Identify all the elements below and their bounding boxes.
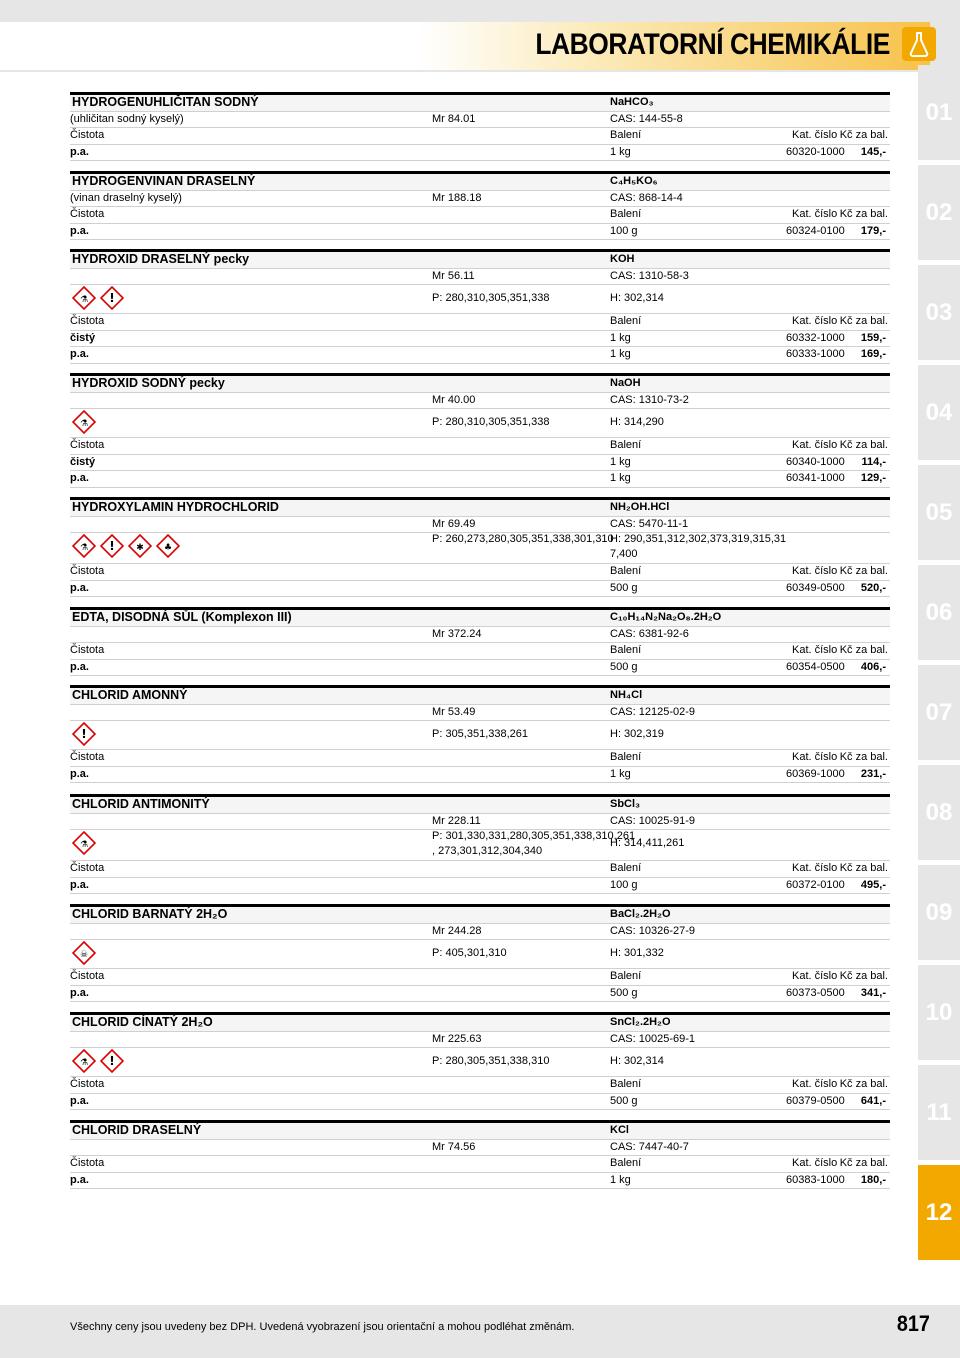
pack-size: 1 kg [610,767,631,780]
svg-text:!: ! [109,291,115,305]
product-block [70,373,890,488]
hazard-statements: H: 302,319 [610,728,664,740]
pack-size: 100 g [610,224,638,237]
price-header: Kč za bal. [839,208,888,220]
product-cas: CAS: 6381-92-6 [610,627,689,640]
side-tab-01[interactable] [918,65,960,160]
price-header: Kč za bal. [839,862,888,874]
side-tab-05[interactable] [918,465,960,560]
hazard-row [70,830,890,861]
purity-value: p.a. [70,348,89,360]
svg-text:⚗: ⚗ [79,840,89,850]
product-cas: CAS: 5470-11-1 [610,517,689,530]
hazard-statements: H: 302,314 [610,1055,664,1067]
product-info-row [70,517,890,534]
product-info-row [70,924,890,941]
purity-header: Čistota [70,862,105,874]
product-name: CHLORID DRASELNÝ [72,1123,202,1137]
corrosive-icon [72,410,96,434]
purity-header: Čistota [70,439,105,451]
price: 114,- [861,455,886,468]
side-tab-09[interactable] [918,865,960,960]
product-formula: NaOH [610,377,641,389]
price: 641,- [860,1094,886,1107]
pack-header: Balení [610,315,642,327]
svg-text:⚗: ⚗ [79,1058,89,1068]
product-block [70,904,890,1002]
catalog-header: Kat. číslo [792,565,838,577]
exclamation-icon [100,1049,124,1073]
order-header-row [70,128,890,145]
svg-text:!: ! [109,539,115,553]
purity-value: čistý [70,331,96,344]
hazard-pictograms [72,1049,124,1073]
product-cas: CAS: 868-14-4 [610,191,683,204]
order-row[interactable] [70,331,890,348]
side-tab-label: 02 [925,198,953,226]
price-header: Kč za bal. [839,129,888,141]
pack-size: 1 kg [610,472,631,484]
pack-header: Balení [610,644,642,656]
side-tab-label: 11 [926,1098,952,1126]
purity-value: p.a. [70,767,89,780]
catalog-number: 60349-0500 [786,581,845,594]
price: 231,- [860,767,886,780]
product-synonym: (vinan draselný kyselý) [70,191,182,204]
catalog-number: 60333-1000 [786,348,845,360]
product-info-row [70,191,890,208]
product-info-row [70,705,890,722]
pack-size: 1 kg [610,455,631,468]
pack-size: 100 g [610,878,638,891]
product-name: EDTA, DISODNÁ SŮL (Komplexon III) [72,610,292,624]
order-row[interactable] [70,1094,890,1111]
product-mr: Mr 244.28 [432,924,482,937]
price: 520,- [860,581,886,594]
hazard-statements: H: 302,314 [610,292,664,304]
pack-size: 1 kg [610,331,631,344]
side-tab-label: 07 [925,698,953,726]
svg-text:⚗: ⚗ [79,419,89,429]
order-header-row [70,861,890,878]
order-header-row [70,750,890,767]
purity-header: Čistota [70,751,105,763]
side-tab-10[interactable] [918,965,960,1060]
pack-header: Balení [610,208,642,220]
product-info-row [70,814,890,831]
hazard-statements: H: 314,411,261 [610,837,685,849]
order-row[interactable] [70,347,890,364]
product-formula: C₁₀H₁₄N₂Na₂O₈.2H₂O [610,611,722,623]
product-block [70,1120,890,1189]
hazard-row [70,721,890,750]
side-tab-12[interactable] [918,1165,960,1260]
product-name: HYDROXID DRASELNÝ pecky [72,252,250,266]
order-row[interactable] [70,581,890,598]
hazard-pictograms [72,410,96,434]
product-info-row [70,1140,890,1157]
side-tab-08[interactable] [918,765,960,860]
product-mr: Mr 74.56 [432,1140,476,1153]
price-header: Kč za bal. [839,565,888,577]
flask-icon [902,27,936,61]
catalog-number: 60369-1000 [786,767,845,780]
product-cas: CAS: 1310-73-2 [610,393,689,406]
catalog-header: Kat. číslo [792,644,838,656]
product-formula: NH₂OH.HCl [610,501,670,513]
price-header: Kč za bal. [839,751,888,763]
product-cas: CAS: 10326-27-9 [610,924,695,937]
product-title-row [70,171,890,191]
page-number: 817 [897,1311,931,1336]
product-name: CHLORID ANTIMONITÝ [72,797,210,811]
order-header-row [70,314,890,331]
price: 495,- [860,878,886,891]
product-formula: KOH [610,253,635,265]
product-block [70,171,890,240]
catalog-header: Kat. číslo [792,129,838,141]
price-header: Kč za bal. [839,970,888,982]
catalog-header: Kat. číslo [792,1078,838,1090]
catalog-number: 60373-0500 [786,986,845,999]
product-title-row [70,249,890,269]
purity-value: p.a. [70,472,89,484]
hazard-statements: H: 301,332 [610,947,664,959]
catalog-header: Kat. číslo [792,970,838,982]
product-formula: SnCl₂.2H₂O [610,1016,671,1028]
order-header-row [70,1156,890,1173]
catalog-header: Kat. číslo [792,1157,838,1169]
product-formula: SbCl₃ [610,798,641,810]
product-name: HYDROGENUHLIČITAN SODNÝ [72,95,259,109]
catalog-number: 60320-1000 [786,145,845,158]
product-mr: Mr 372.24 [432,627,482,640]
catalog-number: 60341-1000 [786,472,845,484]
product-title-row [70,1120,890,1140]
catalog-header: Kat. číslo [792,862,838,874]
catalog-number: 60324-0100 [786,224,845,237]
product-info-row [70,269,890,286]
pack-header: Balení [610,129,642,141]
product-info-row [70,627,890,644]
price: 145,- [860,145,886,158]
pack-size: 1 kg [610,145,631,158]
pack-size: 500 g [610,581,638,594]
hazard-row [70,285,890,314]
order-header-row [70,207,890,224]
purity-header: Čistota [70,315,105,327]
precaution-statements: P: 260,273,280,305,351,338,301,310 [432,533,614,545]
order-header-row [70,643,890,660]
health-hazard-icon [128,534,152,558]
order-header-row [70,1077,890,1094]
precaution-statements: P: 301,330,331,280,305,351,338,310,261 [432,830,636,842]
product-title-row [70,607,890,627]
price: 180,- [860,1173,886,1186]
product-mr: Mr 40.00 [432,393,476,406]
pack-size: 500 g [610,1094,638,1107]
side-tab-07[interactable] [918,665,960,760]
product-block [70,607,890,676]
order-row[interactable] [70,878,890,895]
product-cas: CAS: 1310-58-3 [610,269,689,282]
svg-text:⚗: ⚗ [79,543,89,553]
product-formula: BaCl₂.2H₂O [610,908,671,920]
price: 169,- [860,348,886,360]
pack-size: 500 g [610,660,638,673]
product-block [70,794,890,894]
order-header-row [70,969,890,986]
side-tab-11[interactable] [918,1065,960,1160]
purity-value: p.a. [70,581,89,594]
corrosive-icon [72,1049,96,1073]
product-name: CHLORID BARNATÝ 2H₂O [72,907,228,921]
product-info-row [70,112,890,129]
order-row[interactable] [70,145,890,162]
product-cas: CAS: 10025-69-1 [610,1032,695,1045]
corrosive-icon [72,534,96,558]
purity-value: p.a. [70,986,89,999]
side-tab-label: 05 [925,498,953,526]
exclamation-icon [72,722,96,746]
hazard-pictograms [72,286,124,310]
catalog-header: Kat. číslo [792,208,838,220]
product-mr: Mr 56.11 [432,269,475,282]
product-info-row [70,1032,890,1049]
product-mr: Mr 225.63 [432,1032,482,1045]
svg-text:⚗: ⚗ [79,295,89,305]
purity-value: p.a. [70,1173,89,1186]
side-tab-label: 01 [925,98,953,126]
purity-header: Čistota [70,1078,105,1090]
product-title-row [70,92,890,112]
product-block [70,249,890,364]
hazard-statements: H: 290,351,312,302,373,319,315,31 [610,533,787,545]
pack-header: Balení [610,751,642,763]
order-row[interactable] [70,1173,890,1190]
purity-header: Čistota [70,644,105,656]
product-info-row [70,393,890,410]
product-block [70,92,890,161]
precaution-statements: P: 280,305,351,338,310 [432,1055,550,1067]
side-tab-label: 10 [925,998,953,1026]
purity-header: Čistota [70,1157,105,1169]
side-tab-label: 08 [925,798,953,826]
price-header: Kč za bal. [839,439,888,451]
purity-value: p.a. [70,660,89,673]
product-block [70,685,890,783]
side-tab-label: 06 [925,598,953,626]
product-title-row [70,794,890,814]
hazard-row [70,1048,890,1077]
side-tab-label: 03 [925,298,953,326]
hazard-pictograms [72,722,96,746]
environment-icon [156,534,180,558]
precaution-statements: P: 280,310,305,351,338 [432,416,550,428]
side-tab-label: 09 [925,898,953,926]
hazard-row [70,409,890,438]
price: 129,- [860,472,886,484]
purity-value: čistý [70,455,96,468]
product-block [70,1012,890,1110]
side-tab-04[interactable] [918,365,960,460]
price: 179,- [860,224,886,237]
hazard-pictograms [72,941,96,965]
side-tab-02[interactable] [918,165,960,260]
hazard-row [70,533,890,564]
precaution-statements: P: 280,310,305,351,338 [432,292,550,304]
purity-value: p.a. [70,1094,89,1107]
product-name: CHLORID CÍNATÝ 2H₂O [72,1015,213,1029]
price-header: Kč za bal. [839,1078,888,1090]
exclamation-icon [100,534,124,558]
side-tab-label: 12 [925,1198,953,1226]
product-cas: CAS: 144-55-8 [610,112,683,125]
svg-text:✱: ✱ [136,543,144,553]
precaution-statements-cont: , 273,301,312,304,340 [432,845,543,857]
pack-header: Balení [610,862,642,874]
order-row[interactable] [70,986,890,1003]
pack-size: 500 g [610,986,638,999]
hazard-row [70,940,890,969]
footer-note: Všechny ceny jsou uvedeny bez DPH. Uvedená vyobrazení jsou orientační a mohou podléhat změnám. [70,1321,575,1333]
hazard-statements-cont: 7,400 [610,548,638,560]
catalog-number: 60354-0500 [786,660,845,673]
product-mr: Mr 188.18 [432,191,482,204]
pack-header: Balení [610,439,642,451]
purity-value: p.a. [70,878,89,891]
product-cas: CAS: 12125-02-9 [610,705,695,718]
catalog-number: 60372-0100 [786,878,845,891]
product-name: HYDROXID SODNÝ pecky [72,376,225,390]
product-name: HYDROGENVINAN DRASELNÝ [72,174,256,188]
price: 406,- [860,660,886,673]
purity-header: Čistota [70,565,105,577]
order-row[interactable] [70,660,890,677]
product-cas: CAS: 10025-91-9 [610,814,695,827]
pack-size: 1 kg [610,1173,631,1186]
catalog-header: Kat. číslo [792,439,838,451]
order-row[interactable] [70,224,890,241]
product-mr: Mr 69.49 [432,517,476,530]
product-formula: NH₄Cl [610,689,643,701]
svg-text:!: ! [109,1054,115,1068]
corrosive-icon [72,286,96,310]
product-formula: C₄H₅KO₆ [610,175,658,187]
purity-value: p.a. [70,145,89,158]
product-title-row [70,373,890,393]
product-synonym: (uhličitan sodný kyselý) [70,112,184,125]
product-name: CHLORID AMONNÝ [72,688,188,702]
product-title-row [70,685,890,705]
product-mr: Mr 84.01 [432,112,476,125]
catalog-number: 60379-0500 [786,1094,845,1107]
order-row[interactable] [70,471,890,488]
catalog-number: 60332-1000 [786,331,845,344]
purity-header: Čistota [70,970,105,982]
product-formula: NaHCO₃ [610,96,654,108]
price-header: Kč za bal. [839,315,888,327]
toxic-icon [72,941,96,965]
product-title-row [70,904,890,924]
order-row[interactable] [70,767,890,784]
pack-header: Balení [610,1157,642,1169]
side-tab-06[interactable] [918,565,960,660]
product-title-row [70,1012,890,1032]
order-header-row [70,438,890,455]
price-header: Kč za bal. [839,644,888,656]
purity-header: Čistota [70,129,105,141]
pack-header: Balení [610,565,642,577]
purity-header: Čistota [70,208,105,220]
order-header-row [70,564,890,581]
hazard-pictograms [72,534,180,558]
purity-value: p.a. [70,224,89,237]
catalog-header: Kat. číslo [792,315,838,327]
pack-header: Balení [610,970,642,982]
price-header: Kč za bal. [839,1157,888,1169]
precaution-statements: P: 305,351,338,261 [432,728,529,740]
product-formula: KCl [610,1124,629,1136]
corrosive-icon [72,831,96,855]
svg-text:!: ! [81,727,87,741]
page-title: LABORATORNÍ CHEMIKÁLIE [535,28,890,61]
exclamation-icon [100,286,124,310]
product-block [70,497,890,597]
product-mr: Mr 53.49 [432,705,476,718]
order-row[interactable] [70,455,890,472]
price: 159,- [860,331,886,344]
product-mr: Mr 228.11 [432,814,481,827]
product-cas: CAS: 7447-40-7 [610,1140,689,1153]
precaution-statements: P: 405,301,310 [432,947,507,959]
side-tab-label: 04 [925,398,953,426]
side-tab-03[interactable] [918,265,960,360]
catalog-number: 60383-1000 [786,1173,845,1186]
catalog-number: 60340-1000 [786,455,845,468]
catalog-header: Kat. číslo [792,751,838,763]
product-title-row [70,497,890,517]
pack-size: 1 kg [610,348,631,360]
svg-text:♣: ♣ [163,543,173,553]
price: 341,- [860,986,886,999]
hazard-pictograms [72,831,96,855]
svg-text:☠: ☠ [79,950,89,960]
hazard-statements: H: 314,290 [610,416,664,428]
pack-header: Balení [610,1078,642,1090]
product-name: HYDROXYLAMIN HYDROCHLORID [72,500,279,514]
